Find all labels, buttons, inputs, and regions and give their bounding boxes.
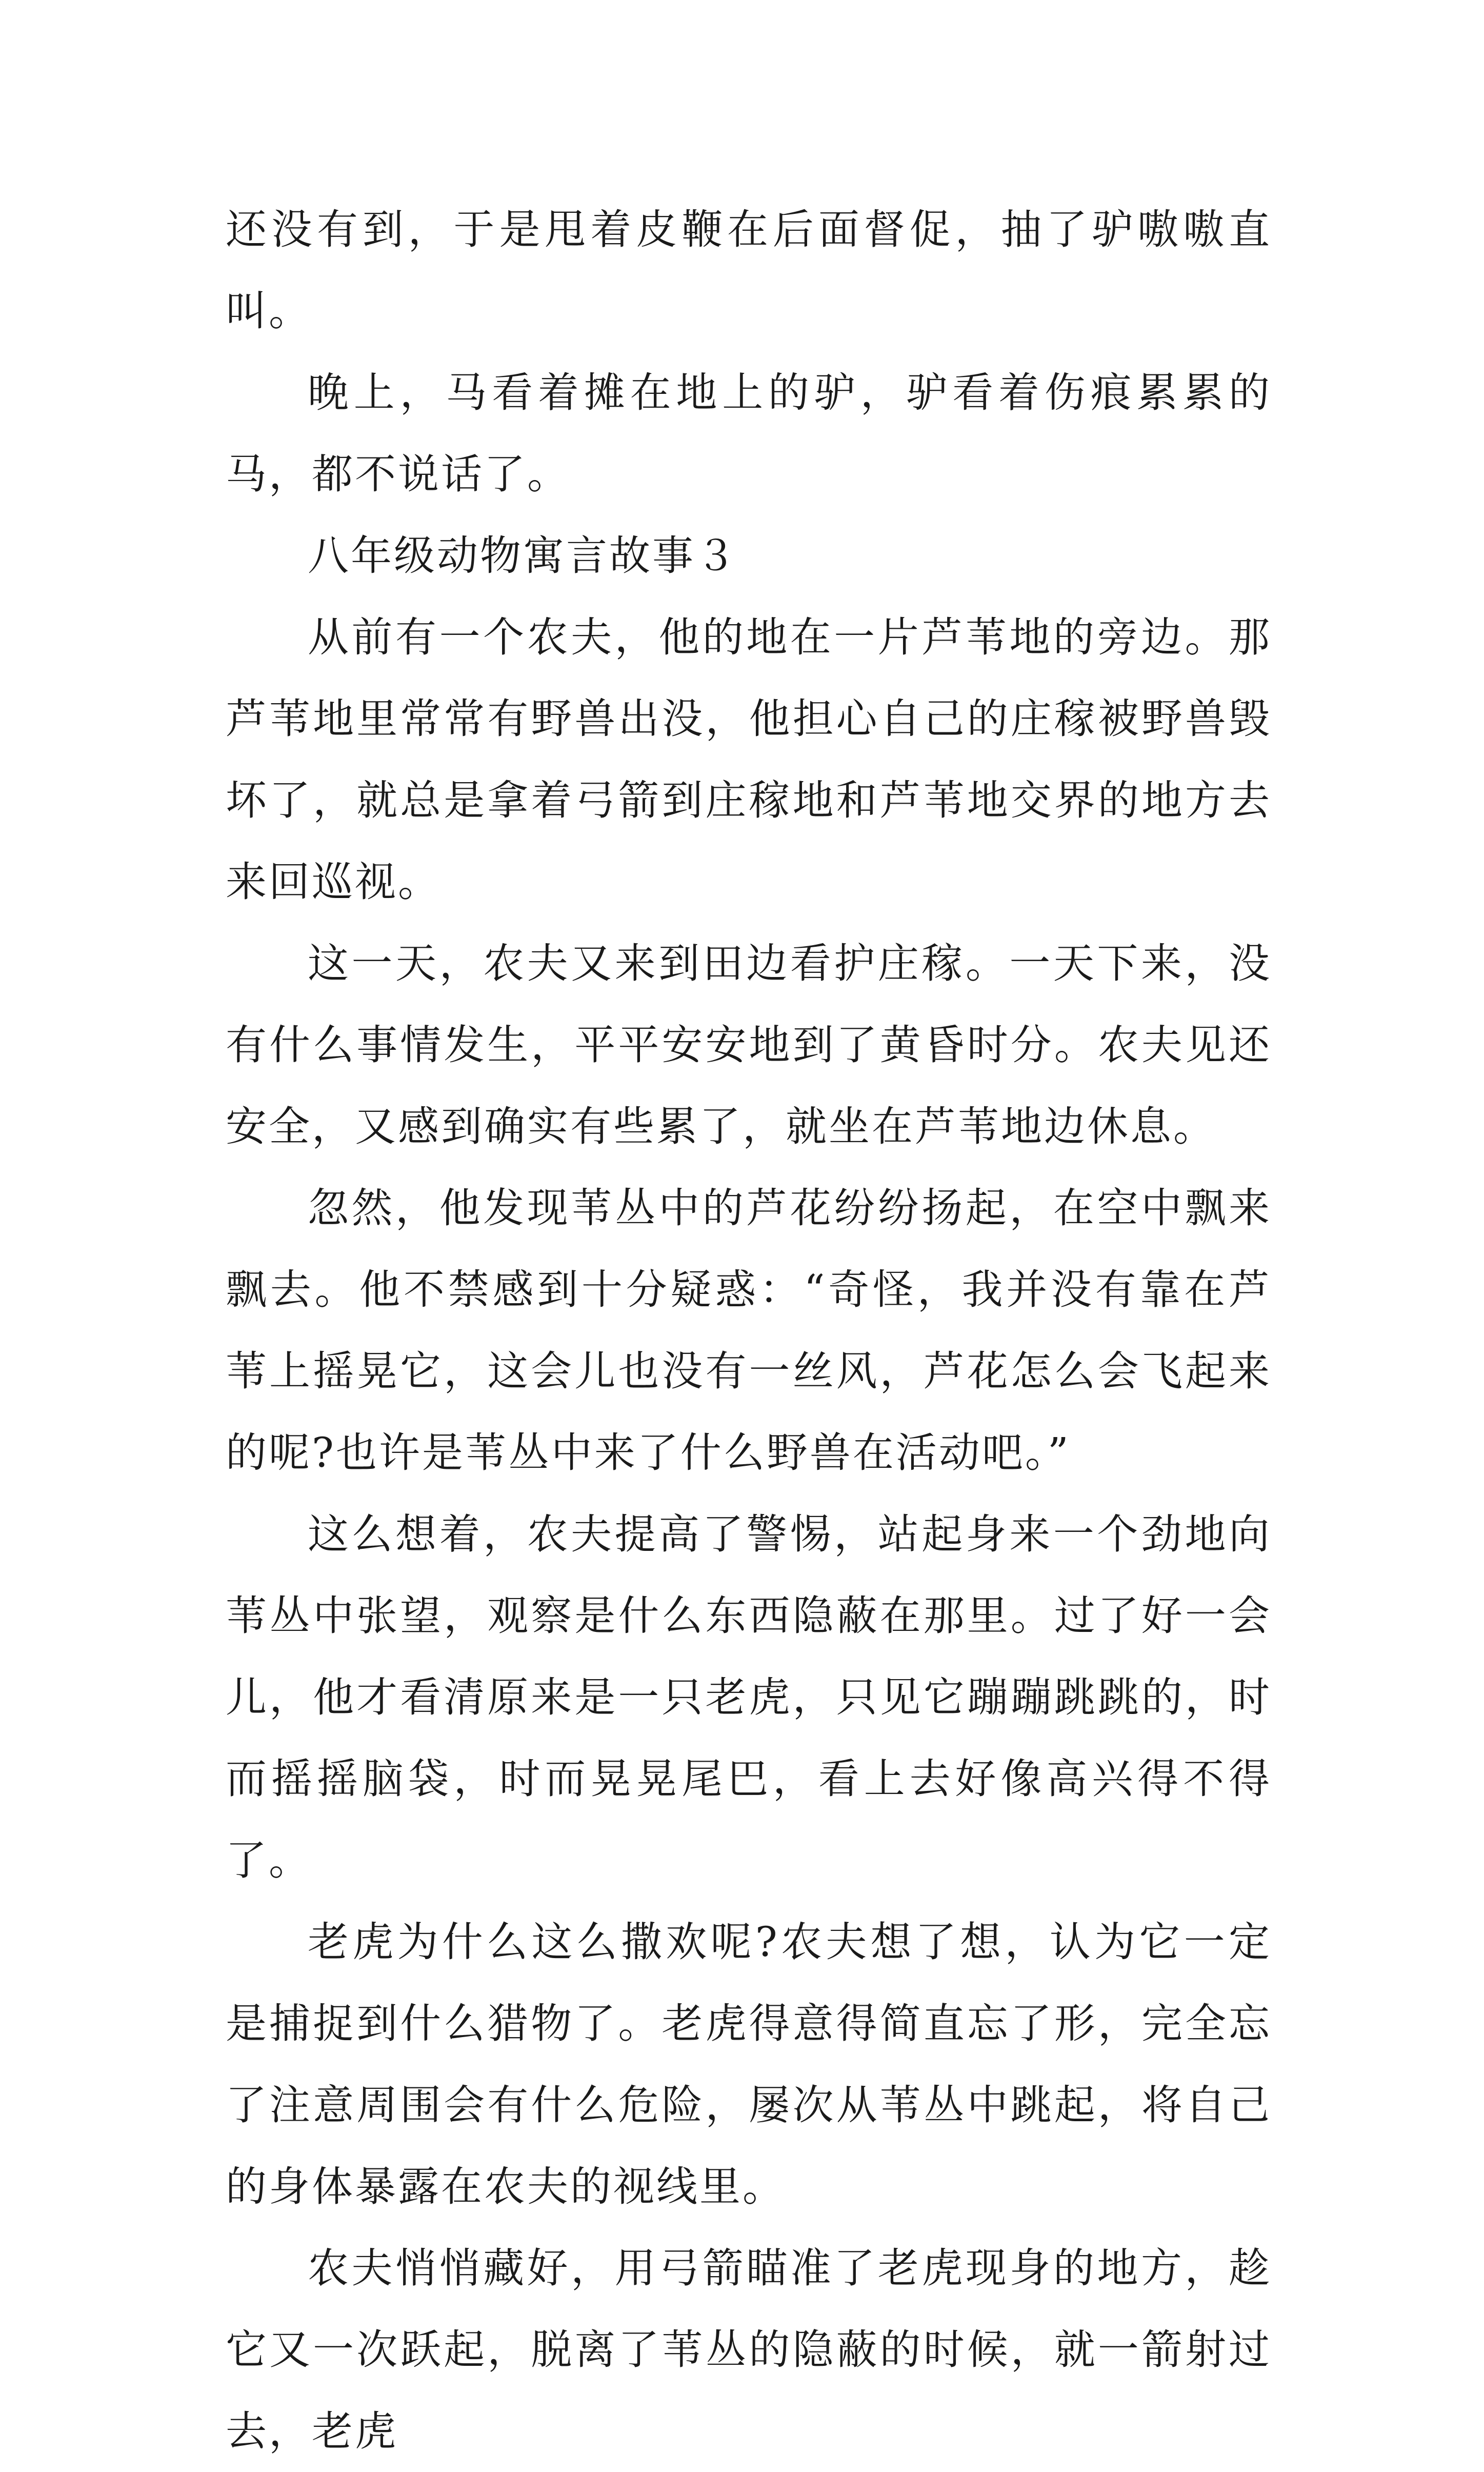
paragraph: 这么想着，农夫提高了警惕，站起身来一个劲地向苇丛中张望，观察是什么东西隐蔽在那里。过了好一会儿，他才看清原来是一只老虎，只见它蹦蹦跳跳的，时而摇摇脑袋，时而晃晃尾巴，看上去好像高兴得不得了。 [226, 1510, 1272, 1884]
paragraph-continued: 还没有到，于是甩着皮鞭在后面督促，抽了驴嗷嗷直叫。 [226, 206, 1272, 335]
paragraph: 老虎为什么这么撒欢呢?农夫想了想，认为它一定是捕捉到什么猎物了。老虎得意得简直忘了形，完全忘了注意周围会有什么危险，屡次从苇丛中跳起，将自己的身体暴露在农夫的视线里。 [226, 1918, 1272, 2210]
paragraph: 这一天，农夫又来到田边看护庄稼。一天下来，没有什么事情发生，平平安安地到了黄昏时分。农夫见还安全，又感到确实有些累了，就坐在芦苇地边休息。 [226, 940, 1272, 1150]
paragraph: 农夫悄悄藏好，用弓箭瞄准了老虎现身的地方，趁它又一次跃起，脱离了苇丛的隐蔽的时候，就一箭射过去，老虎 [226, 2244, 1272, 2455]
paragraph: 忽然，他发现苇丛中的芦花纷纷扬起，在空中飘来飘去。他不禁感到十分疑惑：“奇怪，我并没有靠在芦苇上摇晃它，这会儿也没有一丝风，芦花怎么会飞起来的呢?也许是苇丛中来了什么野兽在活动吧。” [226, 1184, 1272, 1477]
document-body [226, 189, 1272, 2472]
paragraph: 从前有一个农夫，他的地在一片芦苇地的旁边。那芦苇地里常常有野兽出没，他担心自己的庄稼被野兽毁坏了，就总是拿着弓箭到庄稼地和芦苇地交界的地方去来回巡视。 [226, 613, 1272, 906]
paragraph: 晚上，马看着摊在地上的驴，驴看着伤痕累累的马，都不说话了。 [226, 369, 1272, 498]
section-heading: 八年级动物寓言故事３ [308, 532, 738, 580]
